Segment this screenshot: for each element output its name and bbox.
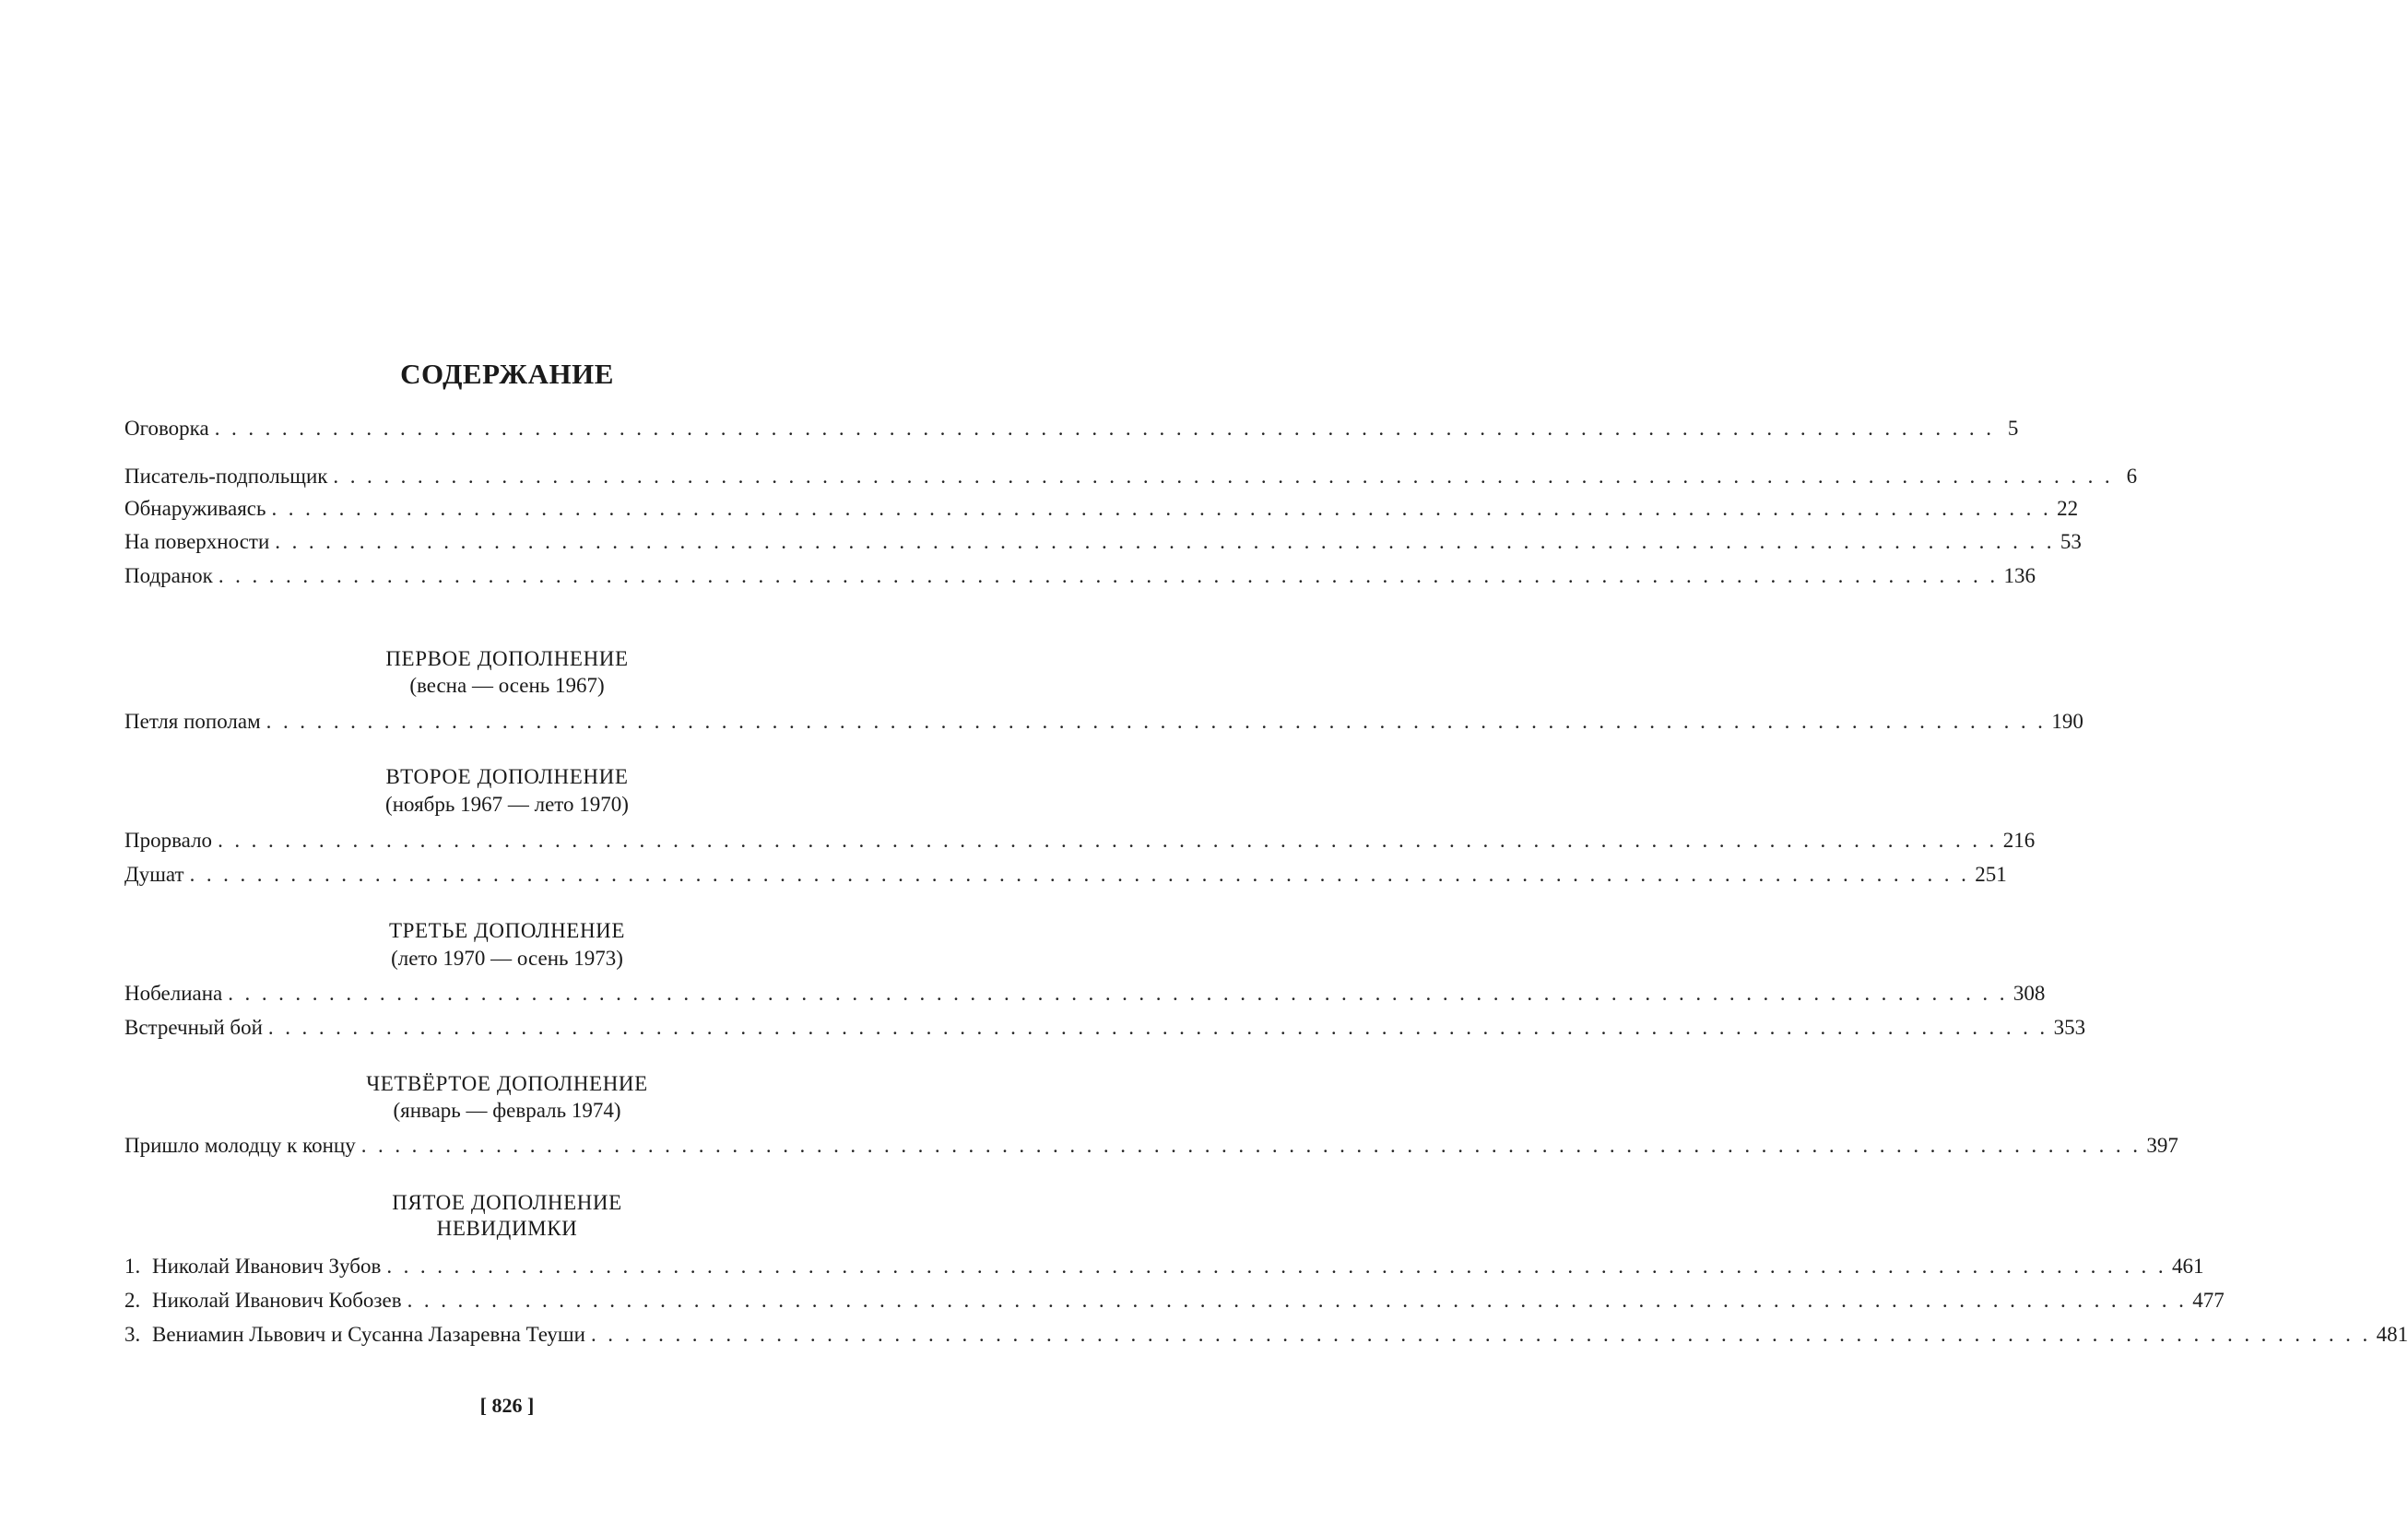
dot-leader: . . . . . . . . . . . . . . . . . . . . . . . . . . . . . . . . . . . . . . . . . . . . . . . . . . . . . . . . . . . . . . . . . . . . . . . . . . . . . . . . . . . . . . . . . . . . . . . . . . . . . . . . . . [275,530,2055,553]
toc-entry-label: Прорвало [124,829,213,852]
dot-leader: . . . . . . . . . . . . . . . . . . . . . . . . . . . . . . . . . . . . . . . . . . . . . . . . . . . . . . . . . . . . . . . . . . . . . . . . . . . . . . . . . . . . . . . . . . . . . . . . . . . . . . . . . . [407,1289,2188,1312]
section-heading: ВТОРОЕ ДОПОЛНЕНИЕ [385,765,629,788]
toc-entry-page: 136 [2003,564,2036,587]
dot-leader: . . . . . . . . . . . . . . . . . . . . . . . . . . . . . . . . . . . . . . . . . . . . . . . . . . . . . . . . . . . . . . . . . . . . . . . . . . . . . . . . . . . . . . . . . . . . . . . . . . . . . . . . . . [214,417,1995,440]
toc-entry-page: 6 [2126,465,2138,488]
toc-entry [124,978,2046,1009]
toc-entry [124,413,2019,444]
toc-entry-label: Обнаруживаясь [124,497,266,520]
toc-entry [124,526,2082,558]
dot-leader: . . . . . . . . . . . . . . . . . . . . . . . . . . . . . . . . . . . . . . . . . . . . . . . . . . . . . . . . . . . . . . . . . . . . . . . . . . . . . . . . . . . . . . . . . . . . . . . . . . . . . . . . . . [189,863,1970,886]
section-subheading: (весна — осень 1967) [409,674,605,697]
dot-leader: . . . . . . . . . . . . . . . . . . . . . . . . . . . . . . . . . . . . . . . . . . . . . . . . . . . . . . . . . . . . . . . . . . . . . . . . . . . . . . . . . . . . . . . . . . . . . . . . . . . . . . . . . . [266,710,2047,733]
toc-entry-label: Оговорка [124,417,209,440]
toc-entry-number: 2. [124,1289,141,1312]
dot-leader: . . . . . . . . . . . . . . . . . . . . . . . . . . . . . . . . . . . . . . . . . . . . . . . . . . . . . . . . . . . . . . . . . . . . . . . . . . . . . . . . . . . . . . . . . . . . . . . . . . . . . . . . . . [218,829,1998,852]
toc-entry-page: 477 [2192,1289,2225,1312]
toc-entry-label: Встречный бой [124,1016,263,1039]
dot-leader: . . . . . . . . . . . . . . . . . . . . . . . . . . . . . . . . . . . . . . . . . . . . . . . . . . . . . . . . . . . . . . . . . . . . . . . . . . . . . . . . . . . . . . . . . . . . . . . . . . . . . . . . . . [267,1016,2048,1039]
toc-entry-label: Петля пополам [124,710,261,733]
section-heading: ПЯТОЕ ДОПОЛНЕНИЕ [392,1191,622,1214]
page-title: СОДЕРЖАНИЕ [400,358,614,390]
section-subheading: (лето 1970 — осень 1973) [391,947,623,970]
dot-leader: . . . . . . . . . . . . . . . . . . . . . . . . . . . . . . . . . . . . . . . . . . . . . . . . . . . . . . . . . . . . . . . . . . . . . . . . . . . . . . . . . . . . . . . . . . . . . . . . . . . . . . . . . . [360,1134,2142,1157]
toc-entry-page: 5 [2007,417,2019,440]
toc-entry-page: 190 [2051,710,2083,733]
section-heading: ПЕРВОЕ ДОПОЛНЕНИЕ [385,647,629,670]
page-number: [ 826 ] [479,1394,535,1417]
toc-entry [124,825,2036,856]
toc-entry [124,1319,2408,1350]
toc-entry-page: 251 [1975,863,2007,886]
dot-leader: . . . . . . . . . . . . . . . . . . . . . . . . . . . . . . . . . . . . . . . . . . . . . . . . . . . . . . . . . . . . . . . . . . . . . . . . . . . . . . . . . . . . . . . . . . . . . . . . . . . . . . . . . . [333,465,2114,488]
toc-entry-page: 22 [2057,497,2079,520]
toc-entry [124,461,2138,492]
toc-entry [124,1251,2204,1282]
toc-entry-label: На поверхности [124,530,270,553]
toc-entry-page: 481 [2376,1323,2408,1346]
toc-entry-label: Писатель-подпольщик [124,465,328,488]
section-heading: ТРЕТЬЕ ДОПОЛНЕНИЕ [388,919,626,942]
toc-entry-number: 3. [124,1323,141,1346]
section-subheading: НЕВИДИМКИ [436,1217,578,1240]
dot-leader: . . . . . . . . . . . . . . . . . . . . . . . . . . . . . . . . . . . . . . . . . . . . . . . . . . . . . . . . . . . . . . . . . . . . . . . . . . . . . . . . . . . . . . . . . . . . . . . . . . . . . . . . . . [218,564,1999,587]
toc-entry [124,1012,2086,1043]
toc-entry-page: 397 [2146,1134,2178,1157]
toc-entry-label: Нобелиана [124,982,223,1005]
toc-entry-page: 53 [2060,530,2082,553]
toc-entry-page: 353 [2053,1016,2086,1039]
toc-entry-label: Душат [124,863,184,886]
toc-entry-label: Пришло молодцу к концу [124,1134,356,1157]
dot-leader: . . . . . . . . . . . . . . . . . . . . . . . . . . . . . . . . . . . . . . . . . . . . . . . . . . . . . . . . . . . . . . . . . . . . . . . . . . . . . . . . . . . . . . . . . . . . . . . . . . . . . . . . . . [271,497,2052,520]
section-subheading: (ноябрь 1967 — лето 1970) [385,793,629,816]
toc-entry-label: Подранок [124,564,213,587]
section-heading: ЧЕТВЁРТОЕ ДОПОЛНЕНИЕ [366,1072,648,1095]
dot-leader: . . . . . . . . . . . . . . . . . . . . . . . . . . . . . . . . . . . . . . . . . . . . . . . . . . . . . . . . . . . . . . . . . . . . . . . . . . . . . . . . . . . . . . . . . . . . . . . . . . . . . . . . . . [386,1255,2166,1278]
toc-entry [124,493,2079,525]
toc-entry-number: 1. [124,1255,141,1278]
toc-entry [124,1130,2178,1161]
section-subheading: (январь — февраль 1974) [393,1099,621,1122]
dot-leader: . . . . . . . . . . . . . . . . . . . . . . . . . . . . . . . . . . . . . . . . . . . . . . . . . . . . . . . . . . . . . . . . . . . . . . . . . . . . . . . . . . . . . . . . . . . . . . . . . . . . . . . . . . [228,982,2008,1005]
toc-entry [124,706,2083,737]
toc-entry [124,560,2036,592]
toc-entry [124,1285,2225,1316]
toc-entry-label: Николай Иванович Зубов [152,1255,382,1278]
toc-entry-page: 461 [2171,1255,2204,1278]
toc-entry-label: Николай Иванович Кобозев [152,1289,402,1312]
toc-entry-page: 308 [2013,982,2046,1005]
toc-entry [124,859,2007,890]
dot-leader: . . . . . . . . . . . . . . . . . . . . . . . . . . . . . . . . . . . . . . . . . . . . . . . . . . . . . . . . . . . . . . . . . . . . . . . . . . . . . . . . . . . . . . . . . . . . . . . . . . . . . . . . . . [590,1323,2371,1346]
toc-entry-label: Вениамин Львович и Сусанна Лазаревна Теуши [152,1323,585,1346]
toc-entry-page: 216 [2002,829,2036,852]
